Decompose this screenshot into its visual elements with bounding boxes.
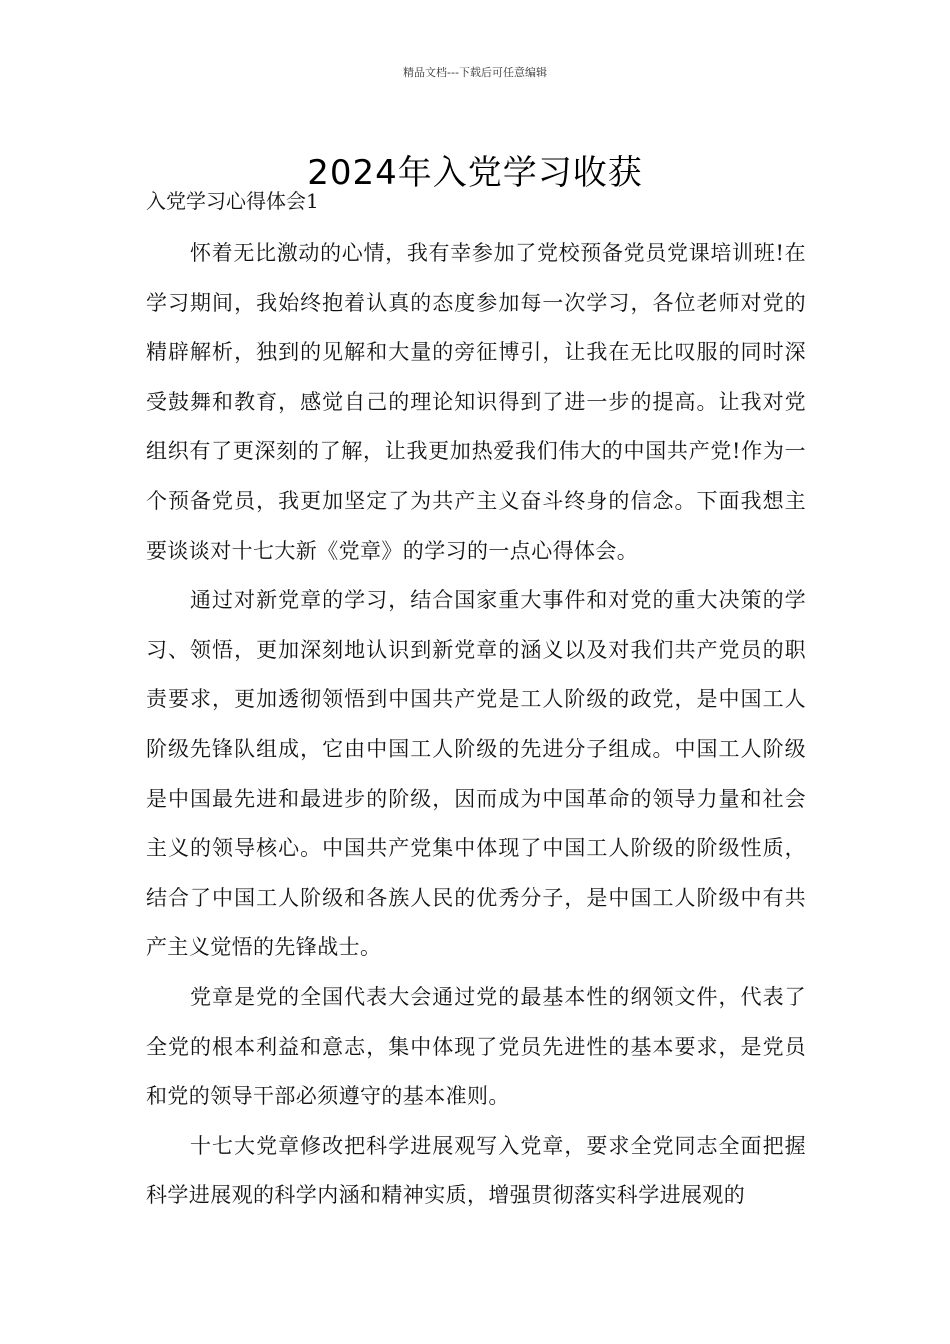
document-title: 2024年入党学习收获	[307, 152, 643, 193]
section-subtitle: 入党学习心得体会1	[146, 189, 319, 213]
paragraph: 党章是党的全国代表大会通过党的最基本性的纲领文件，代表了全党的根本利益和意志，集中体现了党员先进性的基本要求，是党员和党的领导干部必须遵守的基本准则。	[146, 984, 806, 1109]
paragraph: 怀着无比激动的心情，我有幸参加了党校预备党员党课培训班!在学习期间，我始终抱着认真的态度参加每一次学习，各位老师对党的精辟解析，独到的见解和大量的旁征博引，让我在无比叹服的同时深受鼓舞和教育，感觉自己的理论知识得到了进一步的提高。让我对党组织有了更深刻的了解，让我更加热爱我们伟大的中国共产党!作为一个预备党员，我更加坚定了为共产主义奋斗终身的信念。下面我想主要谈谈对十七大新《党章》的学习的一点心得体会。	[146, 241, 806, 563]
document-body	[146, 229, 806, 1221]
header-note: 精品文档---下载后可任意编辑	[403, 66, 547, 79]
paragraph: 通过对新党章的学习，结合国家重大事件和对党的重大决策的学习、领悟，更加深刻地认识到新党章的涵义以及对我们共产党员的职责要求，更加透彻领悟到中国共产党是工人阶级的政党，是中国工人阶级先锋队组成，它由中国工人阶级的先进分子组成。中国工人阶级是中国最先进和最进步的阶级，因而成为中国革命的领导力量和社会主义的领导核心。中国共产党集中体现了中国工人阶级的阶级性质，结合了中国工人阶级和各族人民的优秀分子，是中国工人阶级中有共产主义觉悟的先锋战士。	[146, 588, 806, 960]
paragraph: 十七大党章修改把科学进展观写入党章，要求全党同志全面把握科学进展观的科学内涵和精神实质，增强贯彻落实科学进展观的	[146, 1133, 806, 1208]
